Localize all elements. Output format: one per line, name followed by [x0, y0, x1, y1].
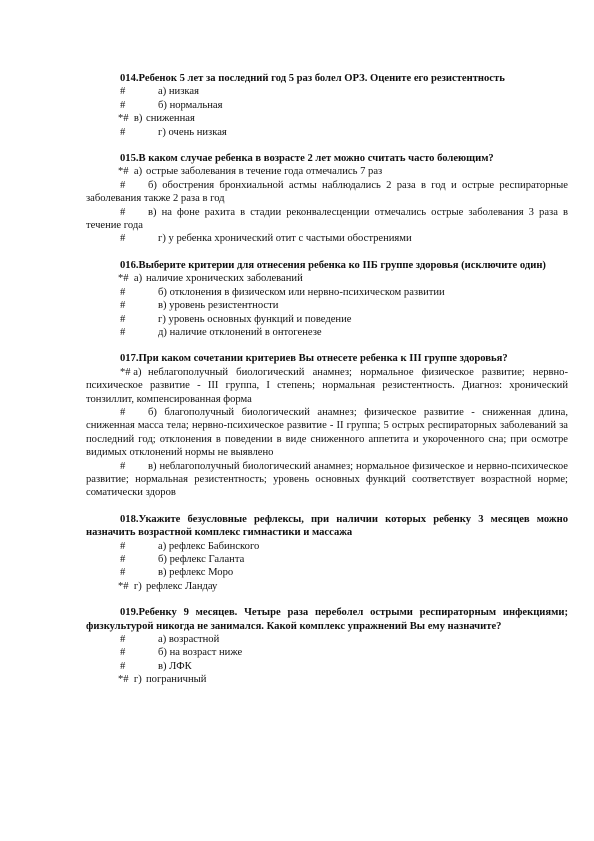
option [86, 646, 568, 659]
option [86, 540, 568, 553]
option-mark: # [120, 300, 126, 312]
question-018 [86, 513, 568, 593]
option-mark: # [120, 406, 126, 418]
option-correct [86, 112, 568, 125]
question-title: 016.Выберите критерии для отнесения ребенка ко IIБ группе здоровья (исключите один) [120, 259, 546, 271]
option [86, 286, 568, 299]
option [86, 232, 568, 245]
option-text: г) уровень основных функций и поведение [158, 313, 352, 325]
option-text: неблагополучный биологический анамнез; нормальное физическое развитие; нервно-психическое развитие - III группа, I степень; нормальная резистентность. Диагноз: хронический тонзиллит, компенсированная форма [86, 366, 568, 405]
option-text: в) на фоне рахита в стадии реконвалесценции отмечались острые заболевания 3 раза в течение года [86, 206, 568, 232]
option [86, 179, 568, 206]
question-016 [86, 259, 568, 339]
option-correct [86, 165, 568, 178]
option-text: б) рефлекс Галанта [158, 554, 245, 565]
option-text: а) рефлекс Бабинского [158, 540, 260, 552]
question-title: 018.Укажите безусловные рефлексы, при наличии которых ребенку 3 месяцев можно назначить возрастной комплекс гимнастики и массажа [86, 513, 568, 539]
option-correct [86, 673, 568, 686]
option-mark: # [120, 233, 126, 245]
option-text: в) уровень резистентности [158, 300, 279, 312]
option-text: в) неблагополучный биологический анамнез; нормальное физическое и нервно-психическое развитие; нормальная резистентность; уровень основных функций соответствует возрастной норме; соматически здоров [86, 460, 568, 499]
option-text: пограничный [146, 674, 207, 686]
option-text: сниженная [146, 113, 195, 125]
document-page [86, 72, 568, 700]
option [86, 85, 568, 98]
question-015 [86, 152, 568, 246]
option-text: г) очень низкая [158, 126, 227, 138]
option-mark: # [120, 179, 126, 191]
option-mark: # [120, 567, 126, 579]
option-text: б) отклонения в физическом или нервно-психическом развитии [158, 286, 445, 298]
option-mark: *# а) [118, 166, 143, 178]
option-mark: # [120, 313, 126, 325]
option-text: наличие хронических заболеваний [146, 273, 303, 285]
option-mark: # [120, 554, 126, 565]
option [86, 553, 568, 566]
option-mark: *# в) [118, 113, 143, 125]
option-mark: *# г) [118, 674, 142, 686]
option-mark: # [120, 286, 126, 298]
option-mark: # [120, 660, 126, 672]
option-text: б) на возраст ниже [158, 647, 243, 659]
option-mark: # [120, 206, 126, 218]
option-mark: # [120, 634, 126, 646]
option [86, 299, 568, 312]
option-correct [86, 366, 568, 406]
option-text: рефлекс Ландау [146, 580, 218, 592]
option-text: г) у ребенка хронический отит с частыми обострениями [158, 233, 412, 245]
option-text: а) возрастной [158, 634, 220, 646]
option-mark: *# г) [118, 580, 142, 592]
option [86, 126, 568, 139]
option-mark: *# а) [118, 273, 143, 285]
question-title: 015.В каком случае ребенка в возрасте 2 лет можно считать часто болеющим? [120, 153, 494, 165]
option [86, 633, 568, 646]
option-mark: *# а) [120, 366, 142, 378]
option [86, 313, 568, 326]
option [86, 326, 568, 339]
option [86, 460, 568, 500]
option [86, 566, 568, 579]
option-mark: # [120, 647, 126, 659]
question-title: 017.При каком сочетании критериев Вы отнесете ребенка к III группе здоровья? [120, 353, 508, 365]
option-mark: # [120, 99, 126, 111]
option-text: в) ЛФК [158, 660, 192, 672]
option-text: б) нормальная [158, 99, 223, 111]
question-title: 019.Ребенку 9 месяцев. Четыре раза переболел острыми респираторным инфекциями; физкультурой никогда не занимался. Какой комплекс упражнений Вы ему назначите? [86, 607, 568, 632]
option-mark: # [120, 540, 126, 552]
option-text: б) благополучный биологический анамнез; физическое развитие - сниженная длина, сниженная масса тела; нервно-психическое развитие - II группа; 5 острых респираторных заболеваний за последний год; отклонения в поведении в виде сниженного аппетита и укороченного сна; при осмотре видимых отклонений нормы не выявлено [86, 406, 568, 459]
option-text: в) рефлекс Моро [158, 567, 234, 579]
option-correct [86, 272, 568, 285]
option-correct [86, 580, 568, 593]
option-text: д) наличие отклонений в онтогенезе [158, 326, 322, 338]
option-text: а) низкая [158, 86, 199, 98]
question-019 [86, 606, 568, 686]
option-mark: # [120, 126, 126, 138]
option-text: острые заболевания в течение года отмечались 7 раз [146, 166, 383, 178]
option [86, 406, 568, 460]
option-mark: # [120, 86, 126, 98]
option [86, 99, 568, 112]
option [86, 206, 568, 233]
option-mark: # [120, 326, 126, 338]
question-014 [86, 72, 568, 139]
option-mark: # [120, 460, 126, 472]
question-017 [86, 352, 568, 499]
question-title: 014.Ребенок 5 лет за последний год 5 раз болел ОРЗ. Оцените его резистентность [120, 73, 505, 84]
option-text: б) обострения бронхиальной астмы наблюдались 2 раза в год и острые респираторные заболевания также 2 раза в год [86, 179, 568, 205]
option [86, 660, 568, 673]
